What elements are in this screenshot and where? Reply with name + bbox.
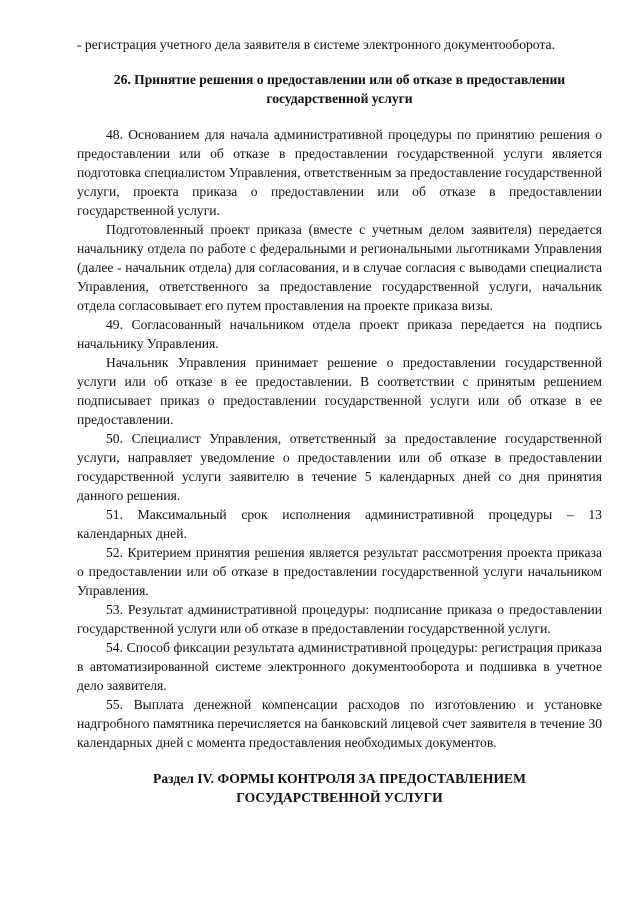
list-item-registration: - регистрация учетного дела заявителя в системе электронного документооборота.: [77, 37, 555, 52]
section-heading-26: 26. Принятие решения о предоставлении или об отказе в предоставлении государственной услуги: [113, 72, 566, 106]
paragraph-51: 51. Максимальный срок исполнения административной процедуры – 13 календарных дней.: [77, 507, 602, 541]
paragraph-49: 49. Согласованный начальником отдела проект приказа передается на подпись начальнику Управления.: [77, 317, 602, 351]
paragraph-48: 48. Основанием для начала административной процедуры по принятию решения о предоставлении или об отказе в предоставлении государственной услуги является подготовка специалистом Управления, ответственным за предоставление государственной услуги, проекта приказа о предоставлении или об отказе в предоставлении государственной услуги.: [77, 127, 602, 218]
section-heading-iv: Раздел IV. ФОРМЫ КОНТРОЛЯ ЗА ПРЕДОСТАВЛЕНИЕМ ГОСУДАРСТВЕННОЙ УСЛУГИ: [153, 771, 526, 805]
paragraph-54: 54. Способ фиксации результата административной процедуры: регистрация приказа в автоматизированной системе электронного документооборота и подшивка в учетное дело заявителя.: [77, 640, 602, 693]
paragraph-53: 53. Результат административной процедуры: подписание приказа о предоставлении государственной услуги или об отказе в предоставлении государственной услуги.: [77, 602, 602, 636]
paragraph-draft-order: Подготовленный проект приказа (вместе с учетным делом заявителя) передается начальнику отдела по работе с федеральными и региональными льготниками Управления (далее - начальник отдела) для согласования, и в случае согласия с выводами специалиста Управления, ответственного за предоставление государственной услуги, начальник отдела согласовывает его путем проставления на проекте приказа визы.: [77, 222, 602, 313]
paragraph-head-decision: Начальник Управления принимает решение о предоставлении государственной услуги или об отказе в ее предоставлении. В соответствии с принятым решением подписывает приказ о предоставлении государственной услуги или об отказе в ее предоставлении.: [77, 355, 602, 427]
paragraph-55: 55. Выплата денежной компенсации расходов по изготовлению и установке надгробного памятника перечисляется на банковский лицевой счет заявителя в течение 30 календарных дней с момента предоставления необходимых документов.: [77, 697, 602, 750]
paragraph-50: 50. Специалист Управления, ответственный за предоставление государственной услуги, направляет уведомление о предоставлении или об отказе в предоставлении государственной услуги заявителю в течение 5 календарных дней со дня принятия данного решения.: [77, 431, 602, 503]
paragraph-52: 52. Критерием принятия решения является результат рассмотрения проекта приказа о предоставлении или об отказе в предоставлении государственной услуги начальником Управления.: [77, 545, 602, 598]
document-page: [77, 35, 602, 807]
